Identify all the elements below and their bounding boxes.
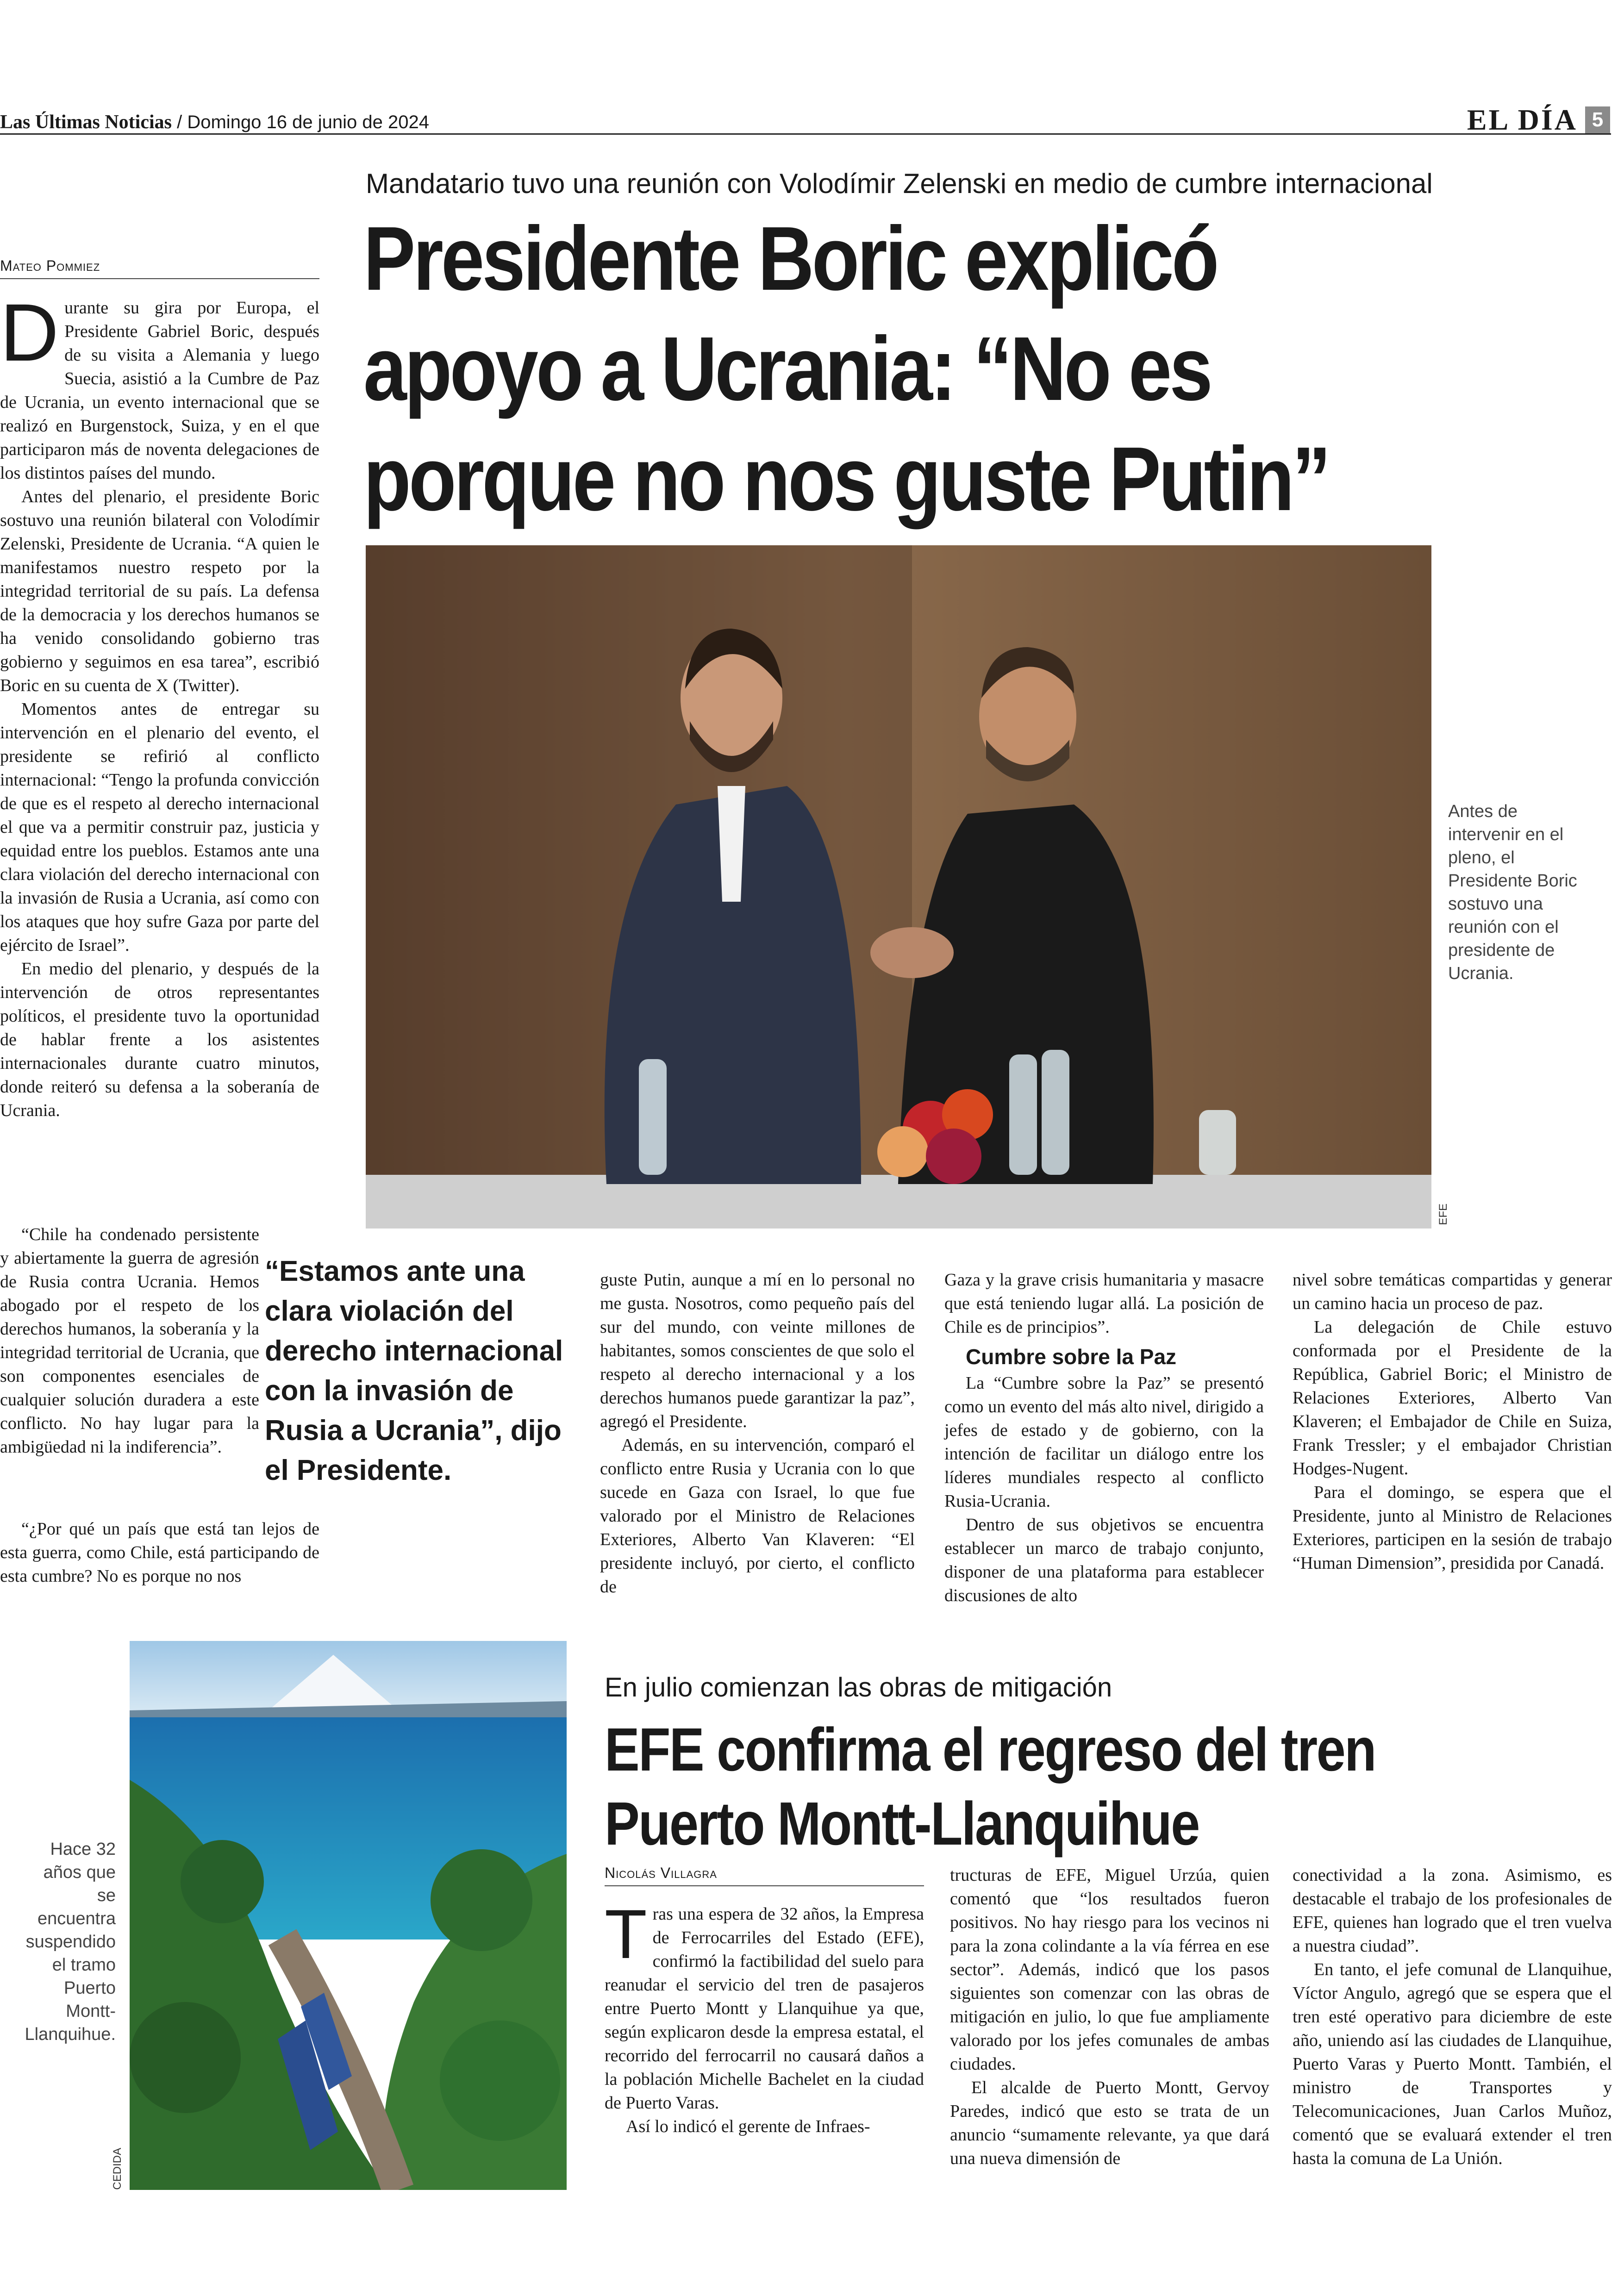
boric-zelenski-photo [366,545,1431,1229]
photo-illustration [366,545,1431,1229]
paragraph: tructuras de EFE, Miguel Urzúa, quien comentó que “los resultados fueron positivos. No hay riesgo para los vecinos ni para la zona colindante a la vía férrea en ese sector”. Además, indicó que los pasos siguientes son comenzar con las obras de mitigación en julio, lo que fue ampliamente valorado por los jefes comunales de ambas ciudades. [950,1865,1269,2074]
paper-name: Las Últimas Noticias [0,112,172,133]
story2-column-2 [950,1864,1269,2170]
story1-column-1 [0,287,319,1123]
paragraph: La “Cumbre sobre la Paz” se presentó como un evento del más alto nivel, dirigido a jefes de estado y de gobierno, con la intención de facilitar un diálogo entre los líderes mundiales respecto al conflicto Rusia-Ucrania. [944,1373,1264,1511]
paragraph: “Chile ha condenado persistente y abiertamente la guerra de agresión de Rusia contra Ucrania. Hemos abogado por el respeto de los derechos humanos, la soberanía y la integridad territorial de Ucrania, que son componentes esenciales de cualquier solución duradera a este conflicto. No hay lugar para la ambigüedad ni la indiferencia”. [0,1225,259,1457]
story1-column-1c [0,1517,319,1588]
paragraph: Momentos antes de entregar su intervención en el plenario del evento, el presidente se refirió al conflicto internacional: “Tengo la profunda convicción de que es el respeto al derecho internacional el que va a permitir construir paz, justicia y equidad entre los pueblos. Estamos ante una clara violación del derecho internacional con la invasión de Rusia a Ucrania, así como con los ataques que hoy sufre Gaza por parte del ejército de Israel”. [0,699,319,955]
paragraph: Para el domingo, se espera que el Presidente, junto al Ministro de Relaciones Exteriores, participen en la sesión de trabajo “Human Dimension”, presidida por Canadá. [1293,1483,1612,1573]
paragraph: Gaza y la grave crisis humanitaria y masacre que está teniendo lugar allá. La posición de Chile es de principios”. [944,1270,1264,1337]
paragraph: Además, en su intervención, comparó el conflicto entre Rusia y Ucrania con lo que sucede en Gaza con Israel, lo que fue valorado por el Ministro de Relaciones Exteriores, Alberto Van Klaveren: “El presidente incluyó, por cierto, el conflicto de [600,1435,915,1597]
subheading: Cumbre sobre la Paz [966,1345,1177,1369]
story1-column-2 [600,1268,915,1599]
story2-column-3 [1293,1864,1612,2170]
photo-caption: Hace 32 años que se encuentra suspendido el tramo Puerto Montt-Llanquihue. [25,1840,116,2044]
story1-column-1b [0,1223,259,1459]
paragraph: nivel sobre temáticas compartidas y generar un camino hacia un proceso de paz. [1293,1270,1612,1313]
paragraph: El alcalde de Puerto Montt, Gervoy Paredes, indicó que esto se trata de un anuncio “sumamente relevante, ya que dará una nueva dimensión de [950,2078,1269,2168]
paragraph: Así lo indicó el gerente de Infraes- [626,2117,870,2136]
header-rule [0,133,1611,135]
photo-illustration [130,1641,567,2190]
paragraph: La delegación de Chile estuvo conformada por el Presidente de la República, Gabriel Boric; el Ministro de Relaciones Exteriores, Alberto Van Klaveren; el Embajador de Chile en Suiza, Frank Tressler; y el embajador Christian Hodges-Nugent. [1293,1317,1612,1478]
story1-column-3 [944,1268,1264,1608]
masthead-paper-date [0,111,429,133]
section-name: EL DÍA [1467,103,1578,136]
story1-byline: Mateo Pommiez [0,257,319,279]
paragraph: En medio del plenario, y después de la intervención de otros representantes políticos, el presidente tuvo la oportunidad de hablar frente a los asistentes internacionales durante cuatro minutos, donde reiteró su defensa a la soberanía de Ucrania. [0,959,319,1120]
dropcap: T [605,1895,647,1973]
paragraph: Antes del plenario, el presidente Boric sostuvo una reunión bilateral con Volodímir Zelenski, Presidente de Ucrania. “A quien le manifestamos nuestro respeto por la integridad territorial de su país. La defensa de la democracia y los derechos humanos se ha venido consolidando gobierno tras gobierno y seguimos en esa tarea”, escribió Boric en su cuenta de X (Twitter). [0,487,319,695]
paragraph: guste Putin, aunque a mí en lo personal no me gusta. Nosotros, como pequeño país del sur del mundo, con veinte millones de habitantes, somos conscientes de que solo el respeto al derecho internacional y a los derechos humanos puede garantizar la paz”, agregó el Presidente. [600,1270,915,1431]
paragraph: ras una espera de 32 años, la Empresa de Ferrocarriles del Estado (EFE), confirmó la factibilidad del suelo para reanudar el servicio del tren de pasajeros entre Puerto Montt y Llanquihue ya que, según explicaron desde la empresa estatal, el recorrido del ferrocarril no causará daños a la población Michelle Bachelet en la ciudad de Puerto Varas. [605,1904,924,2113]
pull-quote: “Estamos ante una clara violación del derecho internacional con la invasión de Rusia a Ucrania”, dijo el Presidente. [265,1255,563,1486]
train-photo [130,1641,567,2190]
story2-byline: Nicolás Villagra [605,1865,924,1886]
paragraph: En tanto, el jefe comunal de Llanquihue, Víctor Angulo, agregó que se espera que el tren esté operativo para diciembre de este año, uniendo así las ciudades de Llanquihue, Puerto Varas y Puerto Montt. También, el ministro de Transportes y Telecomunicaciones, Juan Carlos Muñoz, comentó que se evaluará extender el tren hasta la comuna de La Unión. [1293,1960,1612,2168]
story1-column-4 [1293,1268,1612,1575]
story1-kicker: Mandatario tuvo una reunión con Volodímir Zelenski en medio de cumbre internacional [366,168,1433,199]
paragraph: Dentro de sus objetivos se encuentra establecer un marco de trabajo conjunto, disponer de una plataforma para establecer discusiones de alto [944,1515,1264,1605]
photo-credit: EFE [1437,1204,1449,1225]
photo-caption: Antes de intervenir en el pleno, el Presidente Boric sostuvo una reunión con el presidente de Ucrania. [1448,802,1577,983]
section-header [1467,103,1610,137]
story1-headline: Presidente Boric explicó apoyo a Ucrania: “No es porque no nos guste Putin” [363,208,1329,530]
paragraph: urante su gira por Europa, el Presidente Gabriel Boric, después de su visita a Alemania y luego Suecia, asistió a la Cumbre de Paz de Ucrania, un evento internacional que se realizó en Burgenstock, Suiza, y en el que participaron más de noventa delegaciones de los distintos países del mundo. [0,298,319,483]
dropcap: D [0,287,59,378]
page-number: 5 [1585,106,1610,133]
photo-credit: CEDIDA [111,2148,124,2190]
paragraph: “¿Por qué un país que está tan lejos de esta guerra, como Chile, está participando de esta cumbre? No es porque no nos [0,1519,319,1586]
issue-date: / Domingo 16 de junio de 2024 [177,112,429,132]
story2-headline: EFE confirma el regreso del tren Puerto Montt-Llanquihue [605,1715,1375,1858]
story2-kicker: En julio comienzan las obras de mitigación [605,1672,1112,1703]
story2-column-1 [605,1895,924,2139]
paragraph: conectividad a la zona. Asimismo, es destacable el trabajo de los profesionales de EFE, quienes han logrado que el tren vuelva a nuestra ciudad”. [1293,1865,1612,1956]
